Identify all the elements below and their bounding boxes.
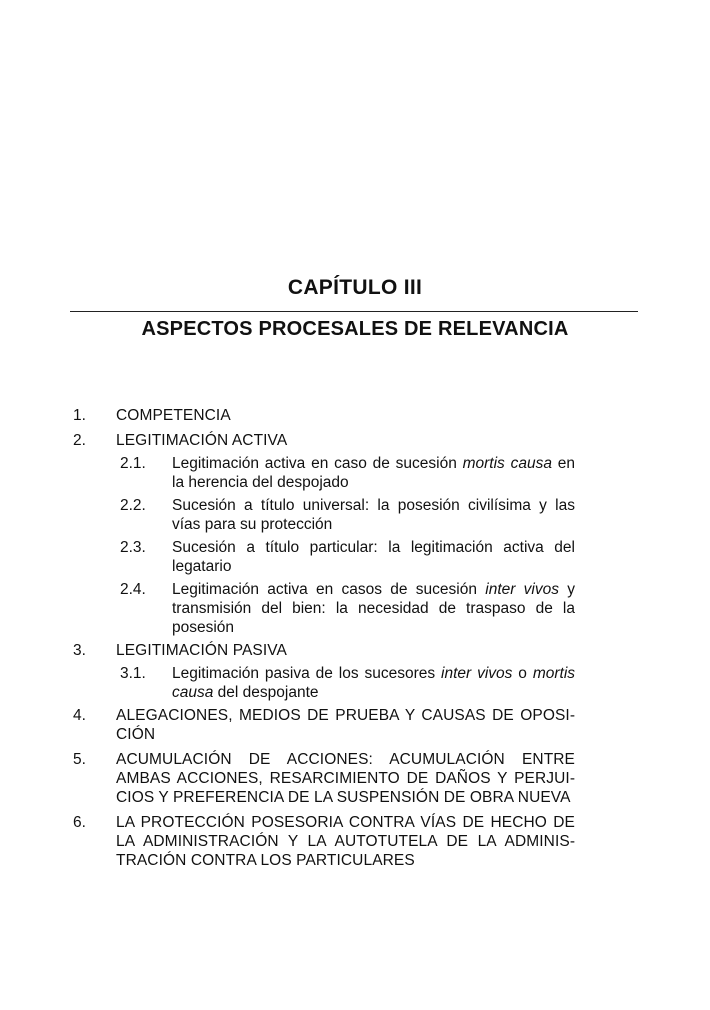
toc-subentry-text [172,664,575,702]
toc-subentry-3-1 [0,664,575,702]
italic-term: inter vivos [485,581,559,598]
toc-entry-2 [0,431,575,450]
toc-entry-number: 1. [73,407,86,424]
toc-entry-number: 3. [73,642,86,659]
text-run: Legitimación activa en casos de sucesión [172,581,486,598]
toc-entry-text: ALEGACIONES, MEDIOS DE PRUEBA Y CAUSAS DE OPOSICIÓN [116,707,575,743]
text-run: Legitimación activa en caso de sucesión [172,455,463,472]
toc-entry-3 [0,641,575,660]
toc-subentry-number: 2.2. [120,497,146,514]
italic-term: mortis causa [462,455,552,472]
toc-entry-text: LA PROTECCIÓN POSESORIA CONTRA VÍAS DE HECHO DE LA ADMINISTRACIÓN Y LA AUTOTUTELA DE LA ADMINISTRACIÓN CONTRA LOS PARTICULARES [116,814,575,869]
text-run: o [512,665,533,682]
toc-entry-text: LEGITIMACIÓN PASIVA [116,642,287,659]
toc-subentry-number: 2.3. [120,539,146,556]
toc-entry-text: LEGITIMACIÓN ACTIVA [116,432,288,449]
chapter-title: CAPÍTULO III [287,276,423,299]
toc-subentry-2-1 [0,454,575,492]
text-run: del despojante [213,684,319,701]
text-run: y transmisión del bien: la necesidad de traspaso de la posesión [172,581,575,636]
chapter-subtitle: ASPECTOS PROCESALES DE RELEVANCIA [141,318,569,340]
toc-subentry-2-3 [0,538,575,576]
toc-entry-4 [0,706,575,744]
italic-term: mortis causa [172,665,576,701]
text-run: Legitimación pasiva de los sucesores [172,665,442,682]
toc-entry-number: 4. [73,707,86,724]
toc-entry-1 [0,406,575,425]
title-divider [70,311,638,312]
toc-entry-number: 5. [73,751,86,768]
toc-entry-5 [0,750,575,807]
italic-term: inter vivos [441,665,513,682]
toc-entry-number: 6. [73,814,86,831]
toc-subentry-2-2 [0,496,575,534]
toc-entry-number: 2. [73,432,86,449]
toc-subentry-number: 2.1. [120,455,146,472]
toc-subentry-text: Sucesión a título particular: la legitimación activa del legatario [172,539,575,575]
toc-subentry-number: 3.1. [120,665,146,682]
toc-subentry-text: Sucesión a título universal: la posesión civilísima y las vías para su protección [172,497,575,533]
table-of-contents [0,406,710,876]
toc-subentry-text [172,454,575,492]
toc-subentry-number: 2.4. [120,581,146,598]
toc-subentry-2-4 [0,580,575,637]
text-run: en la herencia del despojado [172,455,575,491]
toc-entry-text: ACUMULACIÓN DE ACCIONES: ACUMULACIÓN ENTRE AMBAS ACCIONES, RESARCIMIENTO DE DAÑOS Y PERJUICIOS Y PREFERENCIA DE LA SUSPENSIÓN DE OBRA NUEVA [116,751,575,806]
toc-subentry-text [172,580,575,637]
toc-entry-6 [0,813,575,870]
toc-entry-text: COMPETENCIA [116,407,231,424]
